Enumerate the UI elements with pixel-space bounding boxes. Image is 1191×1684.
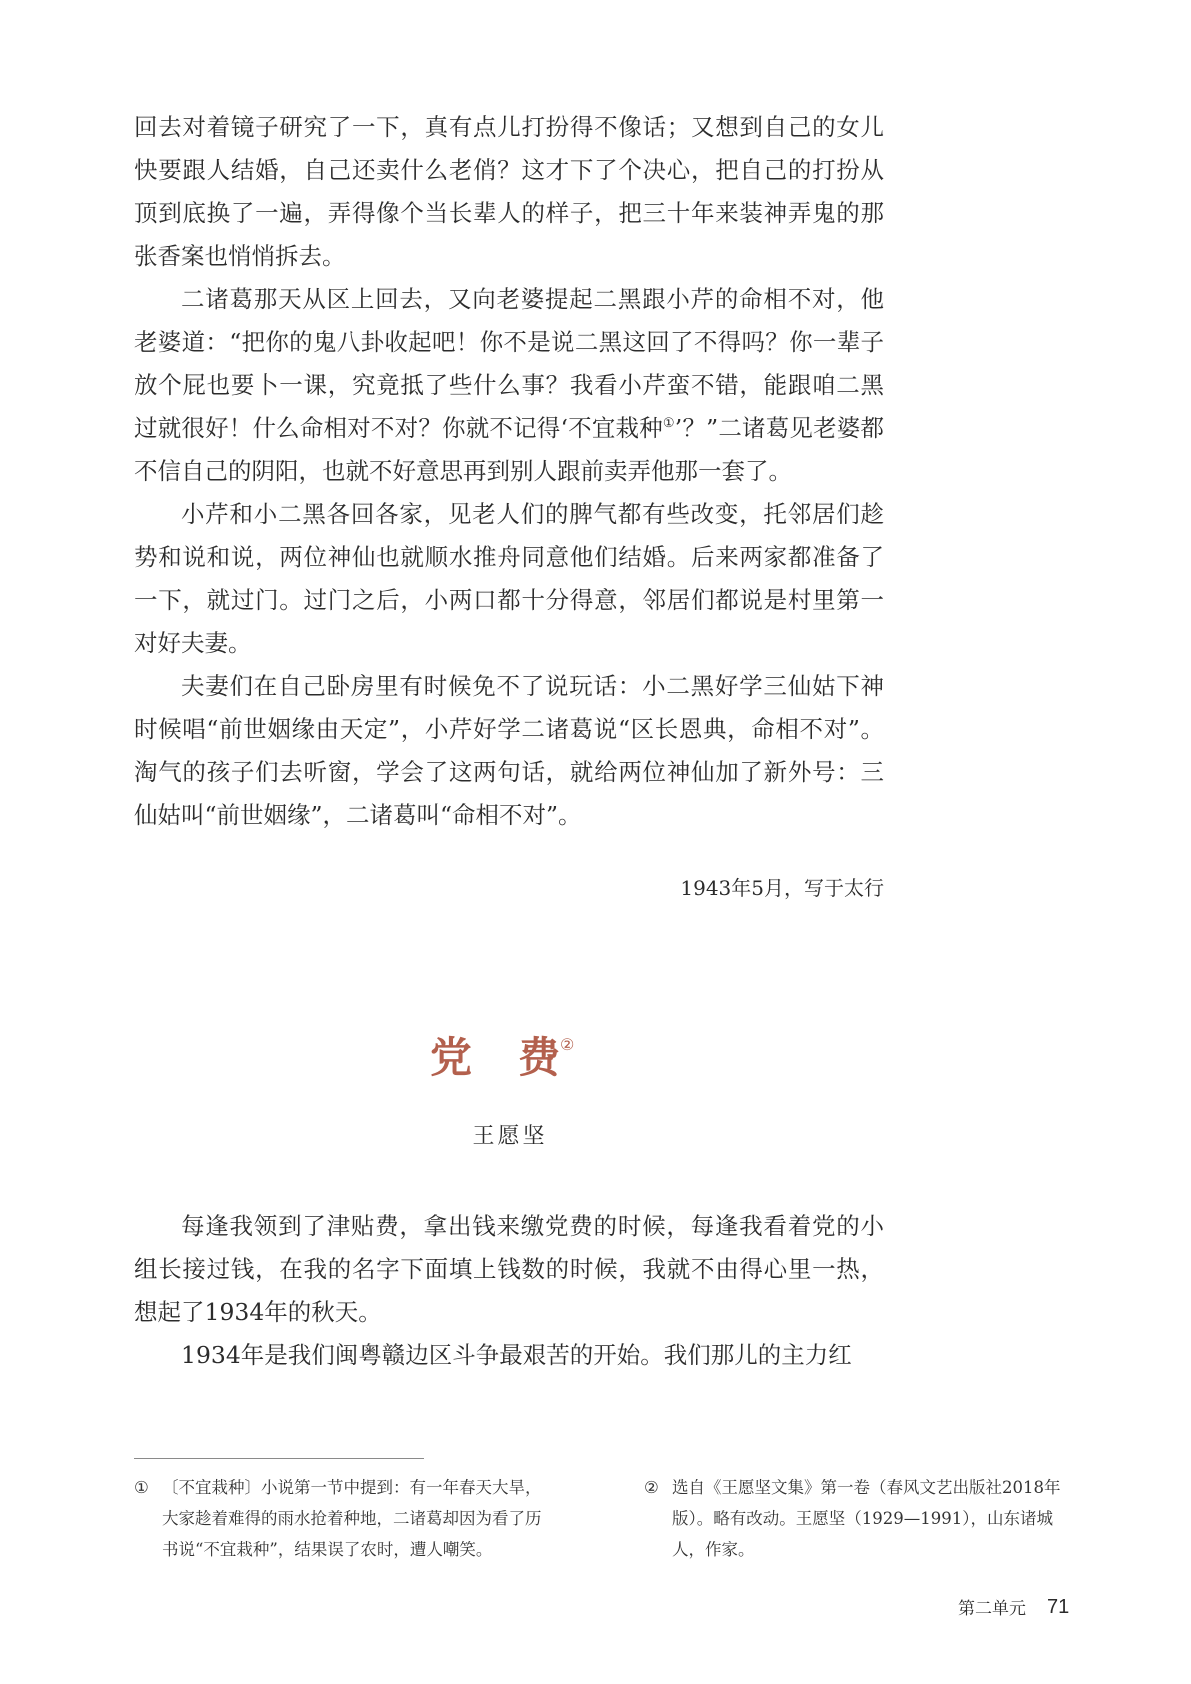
article-title (430, 1030, 730, 1086)
paragraph-text-continued: ’？”二诸葛见老婆都不信自己的阴阳，也就不好意思再到别人跟前卖弄他那一套了。 (134, 414, 885, 485)
paragraph: 夫妻们在自己卧房里有时候免不了说玩话：小二黑好学三仙姑下神时候唱“前世姻缘由天定”，小芹好学二诸葛说“区长恩典，命相不对”。淘气的孩子们去听窗，学会了这两句话，就给两位神仙加了新外号：三仙姑叫“前世姻缘”，二诸葛叫“命相不对”。 (134, 672, 884, 829)
title-footnote-marker[interactable]: ② (560, 1035, 575, 1054)
footnote-marker-1[interactable]: ① (662, 416, 675, 431)
title-char: 费 (518, 1033, 561, 1082)
date-line: 1943年5月，写于太行 (680, 876, 884, 900)
unit-label: 第二单元 (958, 1599, 1026, 1619)
footnote-2 (644, 1472, 1084, 1565)
title-char: 党 (430, 1033, 473, 1082)
footnote-text: 〔不宜栽种〕小说第一节中提到：有一年春天大旱，大家趁着难得的雨水抢着种地，二诸葛却因为看了历书说“不宜栽种”，结果误了农时，遭人嘲笑。 (162, 1478, 542, 1559)
footnote-number: ① (134, 1478, 149, 1497)
paragraph-text: 二诸葛那天从区上回去，又向老婆提起二黑跟小芹的命相不对，他老婆道：“把你的鬼八卦收起吧！你不是说二黑这回了不得吗？你一辈子放个屁也要卜一课，究竟抵了些什么事？我看小芹蛮不错，能跟咱二黑过就很好！什么命相对不对？你就不记得‘不宜栽种 (134, 285, 884, 442)
paragraph (134, 278, 884, 493)
footnote-number: ② (644, 1478, 659, 1497)
paragraph: 小芹和小二黑各回各家，见老人们的脾气都有些改变，托邻居们趁势和说和说，两位神仙也就顺水推舟同意他们结婚。后来两家都准备了一下，就过门。过门之后，小两口都十分得意，邻居们都说是村里第一对好夫妻。 (134, 500, 884, 657)
footnote-divider (134, 1458, 424, 1459)
paragraph: 回去对着镜子研究了一下，真有点儿打扮得不像话；又想到自己的女儿快要跟人结婚，自己还卖什么老俏？这才下了个决心，把自己的打扮从顶到底换了一遍，弄得像个当长辈人的样子，把三十年来装神弄鬼的那张香案也悄悄拆去。 (134, 113, 884, 270)
page-number: 71 (1047, 1596, 1070, 1618)
footnote-1 (134, 1472, 554, 1565)
paragraph: 每逢我领到了津贴费，拿出钱来缴党费的时候，每逢我看着党的小组长接过钱，在我的名字下面填上钱数的时候，我就不由得心里一热，想起了1934年的秋天。 (134, 1212, 884, 1326)
paragraph: 1934年是我们闽粤赣边区斗争最艰苦的开始。我们那儿的主力红 (181, 1341, 852, 1369)
article-body (134, 1205, 884, 1377)
footnote-text: 选自《王愿坚文集》第一卷（春风文艺出版社2018年版）。略有改动。王愿坚（1929—1991），山东诸城人，作家。 (672, 1478, 1061, 1559)
author-name: 王愿坚 (472, 1124, 548, 1149)
story-ending-text (134, 106, 884, 837)
